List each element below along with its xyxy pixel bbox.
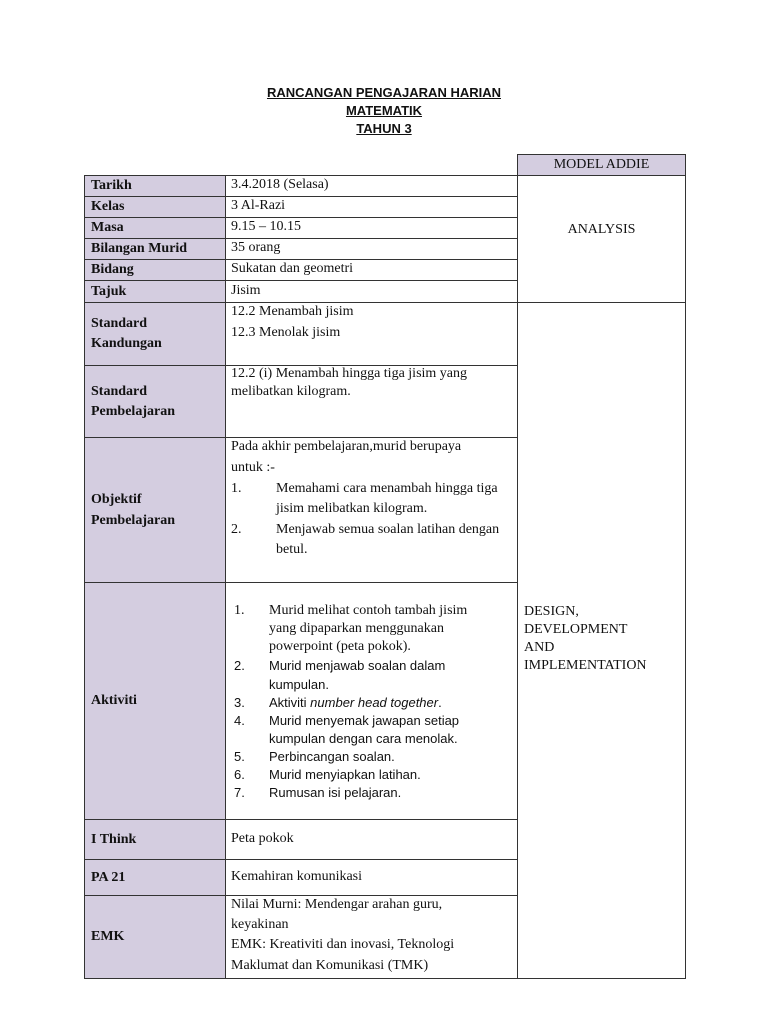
text-prefix: Aktiviti — [269, 695, 311, 710]
label-line: Standard — [91, 383, 148, 399]
objektif-label — [84, 437, 226, 583]
text-line: untuk :- — [231, 460, 275, 475]
bidang-label — [84, 259, 226, 281]
standard-pembelajaran-value — [225, 365, 518, 438]
text-line: 12.3 Menolak jisim — [231, 325, 341, 340]
model-design-cell — [517, 302, 686, 979]
list-number: 6. — [234, 767, 245, 782]
objektif-value — [225, 437, 518, 583]
text-line: 12.2 (i) Menambah hingga tiga jisim yang — [231, 366, 468, 381]
text-line: Peta pokok — [231, 831, 294, 846]
text-line: 12.2 Menambah jisim — [231, 304, 354, 319]
phase-line: DESIGN, — [524, 604, 579, 619]
aktiviti-label — [84, 582, 226, 820]
text-line: Pada akhir pembelajaran,murid berupaya — [231, 439, 462, 454]
text-line: Murid menjawab soalan dalam — [269, 658, 446, 673]
aktiviti-value — [225, 582, 518, 820]
list-number: 2. — [231, 522, 242, 537]
ithink-value — [225, 819, 518, 860]
italic-phrase: number head together — [310, 695, 439, 710]
tajuk-value: Jisim — [225, 280, 518, 303]
bilangan-label — [84, 238, 226, 260]
text-line: Memahami cara menambah hingga tiga — [276, 481, 498, 496]
list-number: 3. — [234, 695, 245, 710]
text-line: Murid menyiapkan latihan. — [269, 767, 421, 782]
text-line: kumpulan dengan cara menolak. — [269, 731, 458, 746]
phase-line: DEVELOPMENT — [524, 622, 628, 637]
ithink-label — [84, 819, 226, 860]
label-line: Pembelajaran — [91, 513, 175, 528]
tajuk-label-text: Tajuk — [91, 283, 127, 299]
text-line: EMK: Kreativiti dan inovasi, Teknologi — [231, 937, 455, 952]
list-number: 4. — [234, 713, 245, 728]
model-addie-header: MODEL ADDIE — [517, 154, 686, 176]
text-line: betul. — [276, 542, 308, 557]
ithink-label-text: I Think — [91, 831, 137, 847]
bidang-value: Sukatan dan geometri — [225, 259, 518, 281]
list-number: 1. — [231, 481, 242, 496]
standard-kandungan-label — [84, 302, 226, 366]
tarikh-label — [84, 175, 226, 197]
text-line: Rumusan isi pelajaran. — [269, 785, 402, 800]
bidang-label-text: Bidang — [91, 262, 134, 277]
text-line: Menjawab semua soalan latihan dengan — [276, 522, 500, 537]
text-line: Maklumat dan Komunikasi (TMK) — [231, 958, 429, 973]
label-line: Standard — [91, 316, 148, 331]
text-line: jisim melibatkan kilogram. — [276, 501, 428, 516]
emk-label-text: EMK — [91, 929, 125, 944]
bilangan-label-text: Bilangan Murid — [91, 241, 188, 256]
emk-label — [84, 895, 226, 979]
list-number: 2. — [234, 658, 245, 673]
emk-value — [225, 895, 518, 979]
phase-line: AND — [524, 640, 555, 655]
text-line: keyakinan — [231, 917, 289, 932]
masa-label — [84, 217, 226, 239]
doc-title-line1: RANCANGAN PENGAJARAN HARIAN — [266, 85, 501, 100]
text-line: kumpulan. — [269, 677, 329, 692]
text-line: Murid melihat contoh tambah jisim — [269, 603, 468, 618]
label-line: Kandungan — [91, 336, 162, 351]
label-line: Objektif — [91, 492, 142, 507]
doc-title-line2: MATEMATIK — [345, 103, 423, 118]
doc-title-line3: TAHUN 3 — [356, 121, 412, 136]
label-line: Pembelajaran — [91, 403, 175, 419]
list-number: 7. — [234, 785, 245, 800]
text-line: Kemahiran komunikasi — [231, 869, 363, 884]
model-analysis-cell — [517, 175, 686, 303]
text-line: Murid menyemak jawapan setiap — [269, 713, 460, 728]
standard-pembelajaran-label — [84, 365, 226, 438]
text-line: yang dipaparkan menggunakan — [269, 621, 444, 636]
list-number: 1. — [234, 603, 245, 618]
text-suffix: . — [438, 695, 442, 710]
text-line: powerpoint (peta pokok). — [269, 639, 411, 654]
text-line — [269, 695, 442, 710]
pa21-label — [84, 859, 226, 896]
text-line: melibatkan kilogram. — [231, 384, 351, 399]
kelas-label-text: Kelas — [91, 199, 125, 214]
bilangan-value: 35 orang — [225, 238, 518, 260]
tajuk-label — [84, 280, 226, 303]
list-number: 5. — [234, 749, 245, 764]
text-line: Perbincangan soalan. — [269, 749, 395, 764]
pa21-label-text: PA 21 — [91, 869, 126, 885]
tarikh-value: 3.4.2018 (Selasa) — [225, 175, 518, 197]
standard-kandungan-value — [225, 302, 518, 366]
kelas-value: 3 Al-Razi — [225, 196, 518, 218]
masa-value: 9.15 – 10.15 — [225, 217, 518, 239]
aktiviti-label-text: Aktiviti — [91, 693, 137, 708]
kelas-label — [84, 196, 226, 218]
text-line: Nilai Murni: Mendengar arahan guru, — [231, 897, 443, 912]
phase-line: IMPLEMENTATION — [524, 658, 647, 673]
masa-label-text: Masa — [91, 220, 124, 235]
tarikh-label-text: Tarikh — [91, 178, 132, 193]
analysis-label: ANALYSIS — [567, 222, 636, 237]
pa21-value — [225, 859, 518, 896]
